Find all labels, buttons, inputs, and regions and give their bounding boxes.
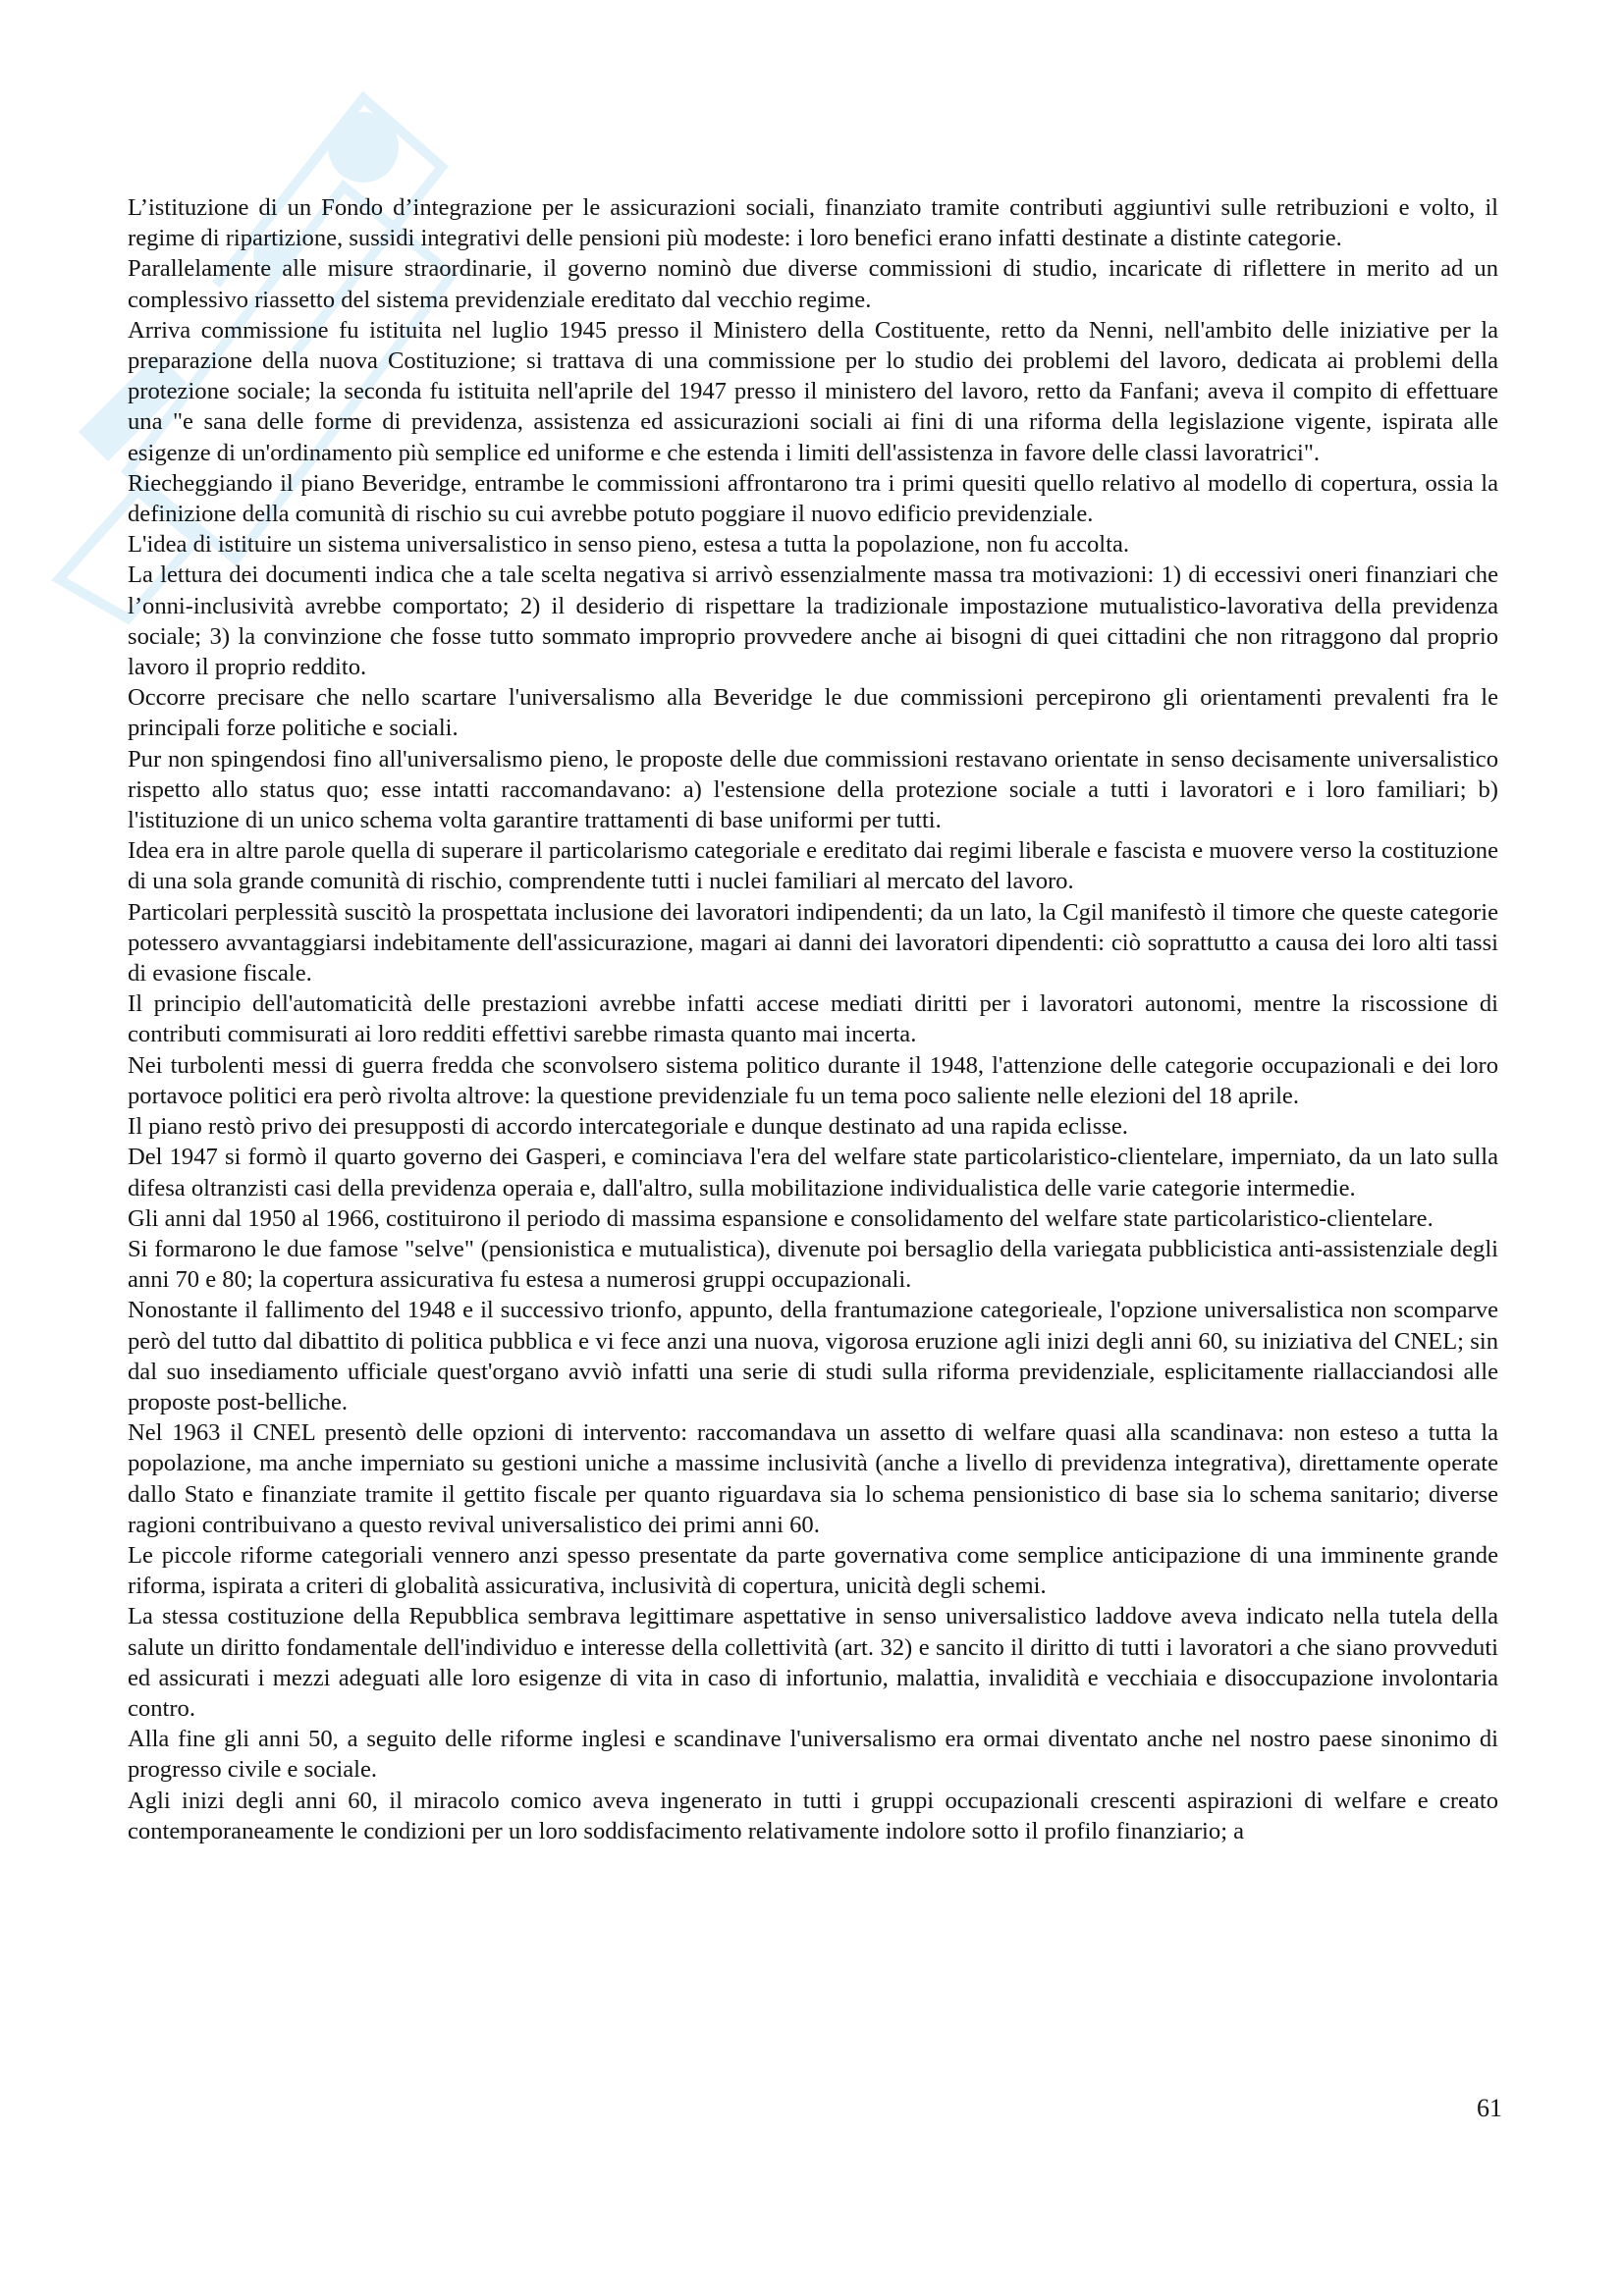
paragraph: Alla fine gli anni 50, a seguito delle riforme inglesi e scandinave l'universalismo era ormai diventato anche nel nostro paese sinonimo di progresso civile e sociale. (128, 1726, 1498, 1784)
paragraph: La stessa costituzione della Repubblica sembrava legittimare aspettative in senso universalistico laddove aveva indicato nella tutela della salute un diritto fondamentale dell'individuo e interesse della collettività (art. 32) e sancito il diritto di tutti i lavoratori a che siano provveduti ed assicurati i mezzi adeguati alle loro esigenze di vita in caso di infortunio, malattia, invalidità e vecchiaia e disoccupazione involontaria contro. (128, 1603, 1498, 1722)
paragraph: L’istituzione di un Fondo d’integrazione per le assicurazioni sociali, finanziato tramite contributi aggiuntivi sulle retribuzioni e volto, il regime di ripartizione, sussidi integrativi delle pensioni più modeste: i loro benefici erano infatti destinate a distinte categorie. (128, 194, 1498, 252)
paragraph: Gli anni dal 1950 al 1966, costituirono il periodo di massima espansione e consolidamento del welfare state particolaristico-clientelare. (128, 1204, 1434, 1232)
paragraph: Nonostante il fallimento del 1948 e il successivo trionfo, appunto, della frantumazione categorieale, l'opzione universalistica non scomparve però del tutto dal dibattito di politica pubblica e vi fece anzi una nuova, vigorosa eruzione agli inizi degli anni 60, su iniziativa del CNEL; sin dal suo insediamento ufficiale quest'organo avviò infatti una serie di studi sulla riforma previdenziale, esplicitamente riallacciandosi alle proposte post-belliche. (128, 1297, 1498, 1415)
paragraph: Le piccole riforme categoriali vennero anzi spesso presentate da parte governativa come semplice anticipazione di una imminente grande riforma, ispirata a criteri di globalità assicurativa, inclusività di copertura, unicità degli schemi. (128, 1541, 1498, 1600)
paragraph: Nel 1963 il CNEL presentò delle opzioni di intervento: raccomandava un assetto di welfare quasi alla scandinava: non esteso a tutta la popolazione, ma anche imperniato su gestioni uniche a massime inclusività (anche a livello di previdenza integrativa), direttamente operate dallo Stato e finanziate tramite il gettito fiscale per quanto riguardava sia lo schema pensionistico di base sia lo schema sanitario; diverse ragioni contribuivano a questo revival universalistico dei primi anni 60. (128, 1419, 1498, 1538)
paragraph: Arriva commissione fu istituita nel luglio 1945 presso il Ministero della Costituente, retto da Nenni, nell'ambito delle iniziative per la preparazione della nuova Costituzione; si trattava di una commissione per lo studio dei problemi del lavoro, dedicata ai problemi della protezione sociale; la seconda fu istituita nell'aprile del 1947 presso il ministero del lavoro, retto da Fanfani; aveva il compito di effettuare una "e sana delle forme di previdenza, assistenza ed assicurazioni sociali ai fini di una riforma della legislazione vigente, ispirata alle esigenze di un'ordinamento più semplice ed uniforme e che estenda i limiti dell'assistenza in favore delle classi lavoratrici". (128, 316, 1498, 466)
paragraph: Parallelamente alle misure straordinarie, il governo nominò due diverse commissioni di studio, incaricate di riflettere in merito ad un complessivo riassetto del sistema previdenziale ereditato dal vecchio regime. (128, 255, 1498, 313)
paragraph: La lettura dei documenti indica che a tale scelta negativa si arrivò essenzialmente massa tra motivazioni: 1) di eccessivi oneri finanziari che l’onni-inclusività avrebbe comportato; 2) il desiderio di rispettare la tradizionale impostazione mutualistico-lavorativa della previdenza sociale; 3) la convinzione che fosse tutto sommato improprio provvedere anche ai bisogni di quei cittadini che non ritraggono dal proprio lavoro il proprio reddito. (128, 561, 1498, 681)
paragraph: Del 1947 si formò il quarto governo dei Gasperi, e cominciava l'era del welfare state particolaristico-clientelare, imperniato, da un lato sulla difesa oltranzisti casi della previdenza operaia e, dall'altro, sulla mobilitazione individualistica delle varie categorie intermedie. (128, 1144, 1498, 1201)
paragraph: Pur non spingendosi fino all'universalismo pieno, le proposte delle due commissioni restavano orientate in senso decisamente universalistico rispetto allo status quo; esse intatti raccomandavano: a) l'estensione della protezione sociale a tutti i lavoratori e i loro familiari; b) l'istituzione di un unico schema volta garantire trattamenti di base uniformi per tutti. (128, 745, 1498, 834)
paragraph: Si formarono le due famose "selve" (pensionistica e mutualistica), divenute poi bersaglio della variegata pubblicistica anti-assistenziale degli anni 70 e 80; la copertura assicurativa fu estesa a numerosi gruppi occupazionali. (128, 1235, 1498, 1294)
paragraph: L'idea di istituire un sistema universalistico in senso pieno, estesa a tutta la popolazione, non fu accolta. (128, 531, 1130, 559)
document-body (128, 192, 1498, 1846)
paragraph: Occorre precisare che nello scartare l'universalismo alla Beveridge le due commissioni percepirono gli orientamenti prevalenti fra le principali forze politiche e sociali. (128, 684, 1498, 742)
paragraph: Il piano restò privo dei presupposti di accordo intercategoriale e dunque destinato ad una rapida eclisse. (128, 1113, 1128, 1141)
paragraph: Idea era in altre parole quella di superare il particolarismo categoriale e ereditato dai regimi liberale e fascista e muovere verso la costituzione di una sola grande comunità di rischio, comprendente tutti i nuclei familiari al mercato del lavoro. (128, 837, 1498, 895)
paragraph: Riecheggiando il piano Beveridge, entrambe le commissioni affrontarono tra i primi quesiti quello relativo al modello di copertura, ossia la definizione della comunità di rischio su cui avrebbe potuto poggiare il nuovo edificio previdenziale. (128, 469, 1498, 528)
paragraph: Agli inizi degli anni 60, il miracolo comico aveva ingenerato in tutti i gruppi occupazionali crescenti aspirazioni di welfare e creato contemporaneamente le condizioni per un loro soddisfacimento relativamente indolore sotto il profilo finanziario; a (128, 1787, 1498, 1844)
paragraph: Nei turbolenti messi di guerra fredda che sconvolsero sistema politico durante il 1948, l'attenzione delle categorie occupazionali e dei loro portavoce politici era però rivolta altrove: la questione previdenziale fu un tema poco saliente nelle elezioni del 18 aprile. (128, 1051, 1498, 1109)
paragraph: Particolari perplessità suscitò la prospettata inclusione dei lavoratori indipendenti; da un lato, la Cgil manifestò il timore che queste categorie potessero avvantaggiarsi indebitamente dell'assicurazione, magari ai danni dei lavoratori dipendenti: ciò soprattutto a causa dei loro alti tassi di evasione fiscale. (128, 898, 1498, 988)
paragraph: Il principio dell'automaticità delle prestazioni avrebbe infatti accese mediati diritti per i lavoratori autonomi, mentre la riscossione di contributi commisurati ai loro redditi effettivi sarebbe rimasta quanto mai incerta. (128, 990, 1498, 1048)
page-number: 61 (1477, 2094, 1502, 2122)
